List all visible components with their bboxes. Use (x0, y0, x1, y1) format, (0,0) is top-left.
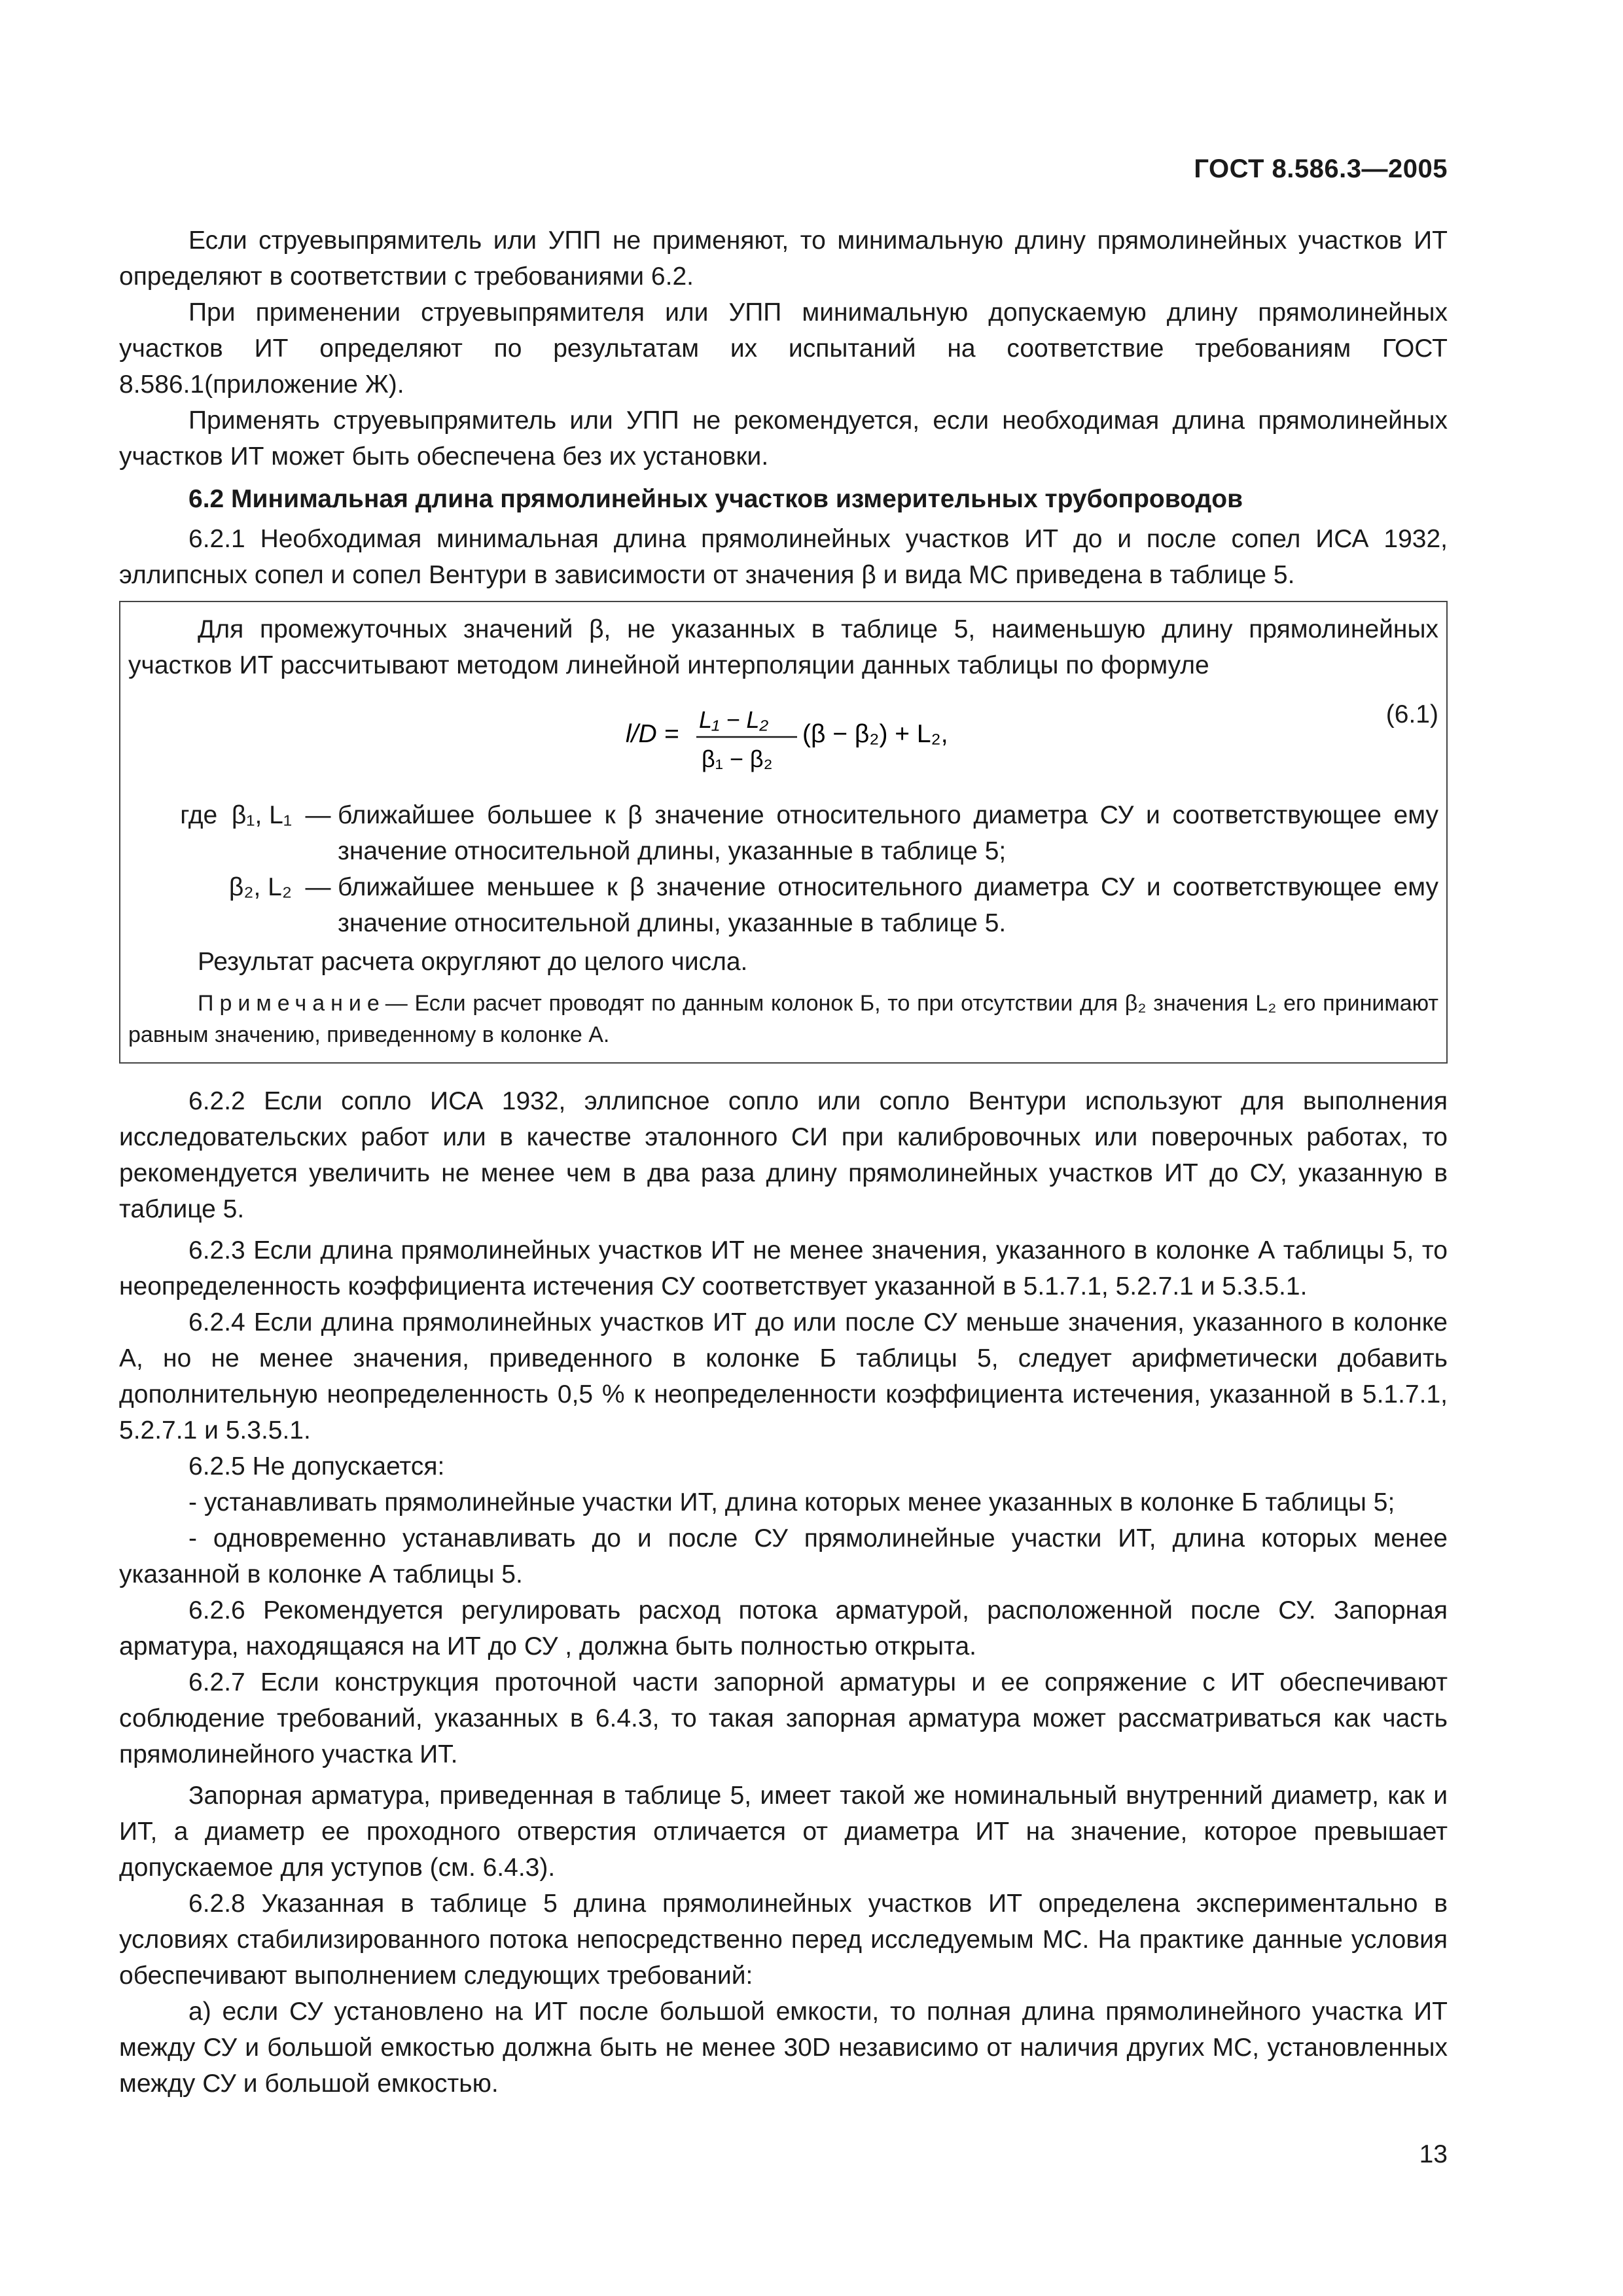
formula-lhs: l/D = (626, 720, 679, 748)
paragraph-6-2-7: 6.2.7 Если конструкция проточной части запорной арматуры и ее сопряжение с ИТ обеспечивают соблюдение требований, указанных в 6.4.3, то такая запорная арматура может рассматриваться как часть прямолинейного участка ИТ. (119, 1668, 1448, 1768)
page-number: 13 (1419, 2140, 1448, 2168)
where-item-1 (128, 797, 1438, 869)
formula-row (128, 690, 1438, 788)
note-text: — Если расчет проводят по данным колонок Б, то при отсутствии для β₂ значения L₂ его принимают равным значению, приведенному в колонке А. (128, 991, 1438, 1047)
section-title: 6.2 Минимальная длина прямолинейных участков измерительных трубопроводов (188, 485, 1243, 513)
rounding-note: Результат расчета округляют до целого числа. (198, 948, 748, 976)
intro-paragraph-3: Применять струевыпрямитель или УПП не рекомендуется, если необходимая длина прямолинейных участков ИТ может быть обеспечена без их установки. (119, 406, 1448, 471)
paragraph-6-2-8: 6.2.8 Указанная в таблице 5 длина прямолинейных участков ИТ определена экспериментально в условиях стабилизированного потока непосредственно перед исследуемым МС. На практике данные условия обеспечивают выполнением следующих требований: (119, 1890, 1448, 1990)
list-item-1: - устанавливать прямолинейные участки ИТ, длина которых менее указанных в колонке Б таблицы 5; (188, 1488, 1395, 1516)
paragraph-6-2-6: 6.2.6 Рекомендуется регулировать расход потока арматурой, расположенной после СУ. Запорная арматура, находящаяся на ИТ до СУ , должна быть полностью открыта. (119, 1596, 1448, 1660)
paragraph-6-2-7-continued: Запорная арматура, приведенная в таблице 5, имеет такой же номинальный внутренний диаметр, как и ИТ, а диаметр ее проходного отверстия отличается от диаметра ИТ на значение, которое превышает допускаемое для уступов (см. 6.4.3). (119, 1782, 1448, 1882)
where-dash-2: — (305, 873, 331, 901)
standard-header: ГОСТ 8.586.3—2005 (1194, 154, 1448, 183)
paragraph-6-2-3: 6.2.3 Если длина прямолинейных участков ИТ не менее значения, указанного в колонке А таблицы 5, то неопределенность коэффициента истечения СУ соответствует указанной в 5.1.7.1, 5.2.7.1 и 5.3.5.1. (119, 1236, 1448, 1300)
paragraph-6-2-5: 6.2.5 Не допускается: (188, 1452, 445, 1480)
note (128, 988, 1438, 1050)
formula-intro: Для промежуточных значений β, не указанных в таблице 5, наименьшую длину прямолинейных участков ИТ рассчитывают методом линейной интерполяции данных таблицы по формуле (128, 615, 1438, 679)
formula-numerator: L₁ − L₂ (699, 706, 769, 733)
where-term-2: β₂, L₂ (228, 873, 292, 901)
formula-rest: (β − β₂) + L₂, (802, 720, 948, 748)
formula-box (119, 601, 1448, 1064)
document-page (119, 0, 1448, 2296)
paragraph-6-2-4: 6.2.4 Если длина прямолинейных участков ИТ до или после СУ меньше значения, указанного в колонке А, но не менее значения, приведенного в колонке Б таблицы 5, следует арифметически добавить дополнительную неопределенность 0,5 % к неопределенности коэффициента истечения, указанной в 5.1.7.1, 5.2.7.1 и 5.3.5.1. (119, 1308, 1448, 1444)
paragraph-6-2-1: 6.2.1 Необходимая минимальная длина прямолинейных участков ИТ до и после сопел ИСА 1932, эллипсных сопел и сопел Вентури в зависимости от значения β и вида МС приведена в таблице 5. (119, 525, 1448, 589)
where-desc-1: ближайшее большее к β значение относительного диаметра СУ и соответствующее ему значение относительной длины, указанные в таблице 5; (338, 801, 1438, 865)
paragraph-6-2-2: 6.2.2 Если сопло ИСА 1932, эллипсное сопло или сопло Вентури используют для выполнения исследовательских работ или в качестве эталонного СИ при калибровочных или поверочных работах, то рекомендуется увеличить не менее чем в два раза длину прямолинейных участков ИТ до СУ, указанную в таблице 5. (119, 1087, 1448, 1223)
note-label: Примечание (198, 991, 385, 1016)
where-dash-1: — (305, 801, 331, 829)
where-desc-2: ближайшее меньшее к β значение относительного диаметра СУ и соответствующее ему значение относительной длины, указанные в таблице 5. (338, 873, 1438, 937)
intro-paragraph-1: Если струевыпрямитель или УПП не применяют, то минимальную длину прямолинейных участков ИТ определяют в соответствии с требованиями 6.2. (119, 226, 1448, 291)
equation-number: (6.1) (1385, 700, 1438, 728)
where-item-2 (128, 869, 1438, 941)
interpolation-formula (626, 690, 1084, 788)
intro-paragraph-2: При применении струевыпрямителя или УПП минимальную допускаемую длину прямолинейных участков ИТ определяют по результатам их испытаний на соответствие требованиям ГОСТ 8.586.1(приложение Ж). (119, 298, 1448, 399)
where-word: где (180, 801, 218, 829)
list-item-2: - одновременно устанавливать до и после СУ прямолинейные участки ИТ, длина которых менее указанной в колонке А таблицы 5. (119, 1524, 1448, 1588)
document-body (119, 223, 1448, 2102)
list-item-a: а) если СУ установлено на ИТ после большой емкости, то полная длина прямолинейного участка ИТ между СУ и большой емкостью должна быть не менее 30D независимо от наличия других МС, установленных между СУ и большой емкостью. (119, 1998, 1448, 2098)
formula-denominator: β₁ − β₂ (702, 745, 773, 772)
where-list (128, 797, 1438, 941)
where-term-1: где β₁, L₁ (180, 801, 292, 829)
